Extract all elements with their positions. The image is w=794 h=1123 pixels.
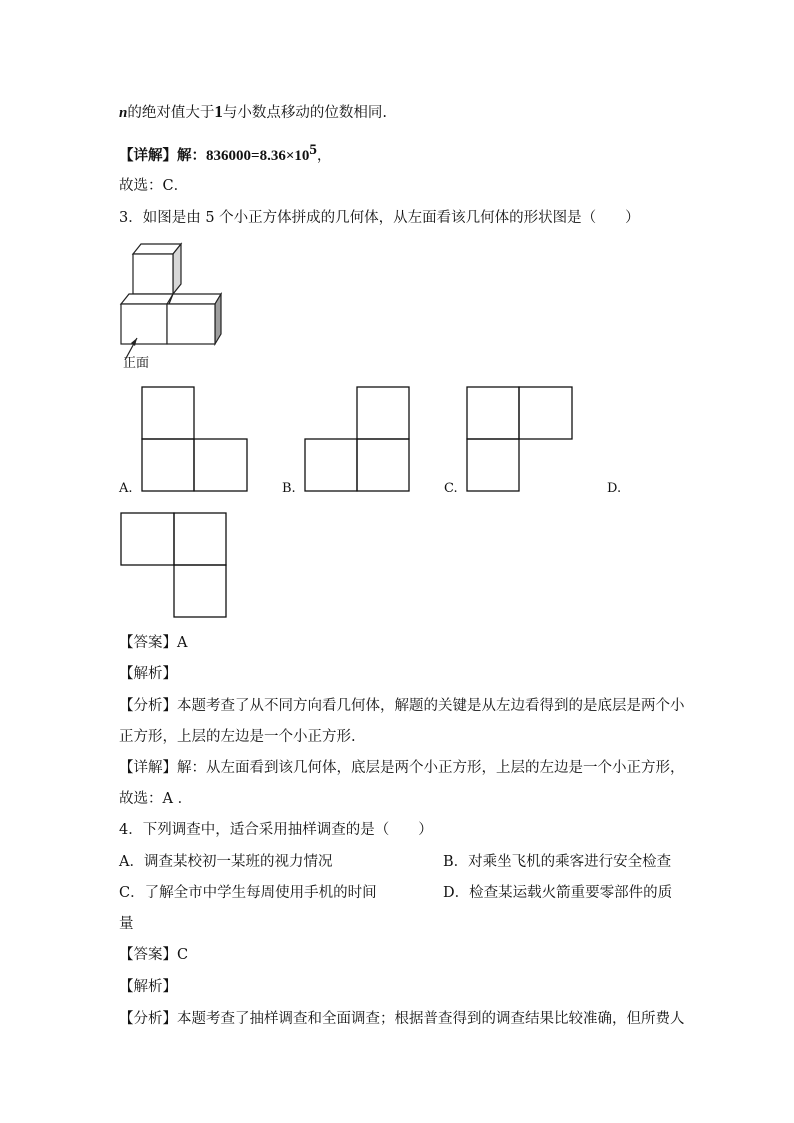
option-a-label: A. [119,481,133,496]
analysis-3-heading: 【解析】 [119,666,177,682]
math-lhs: 836000 [206,148,251,164]
front-label: 正面 [123,356,150,371]
option-b-figure [304,386,412,492]
math-one: 1 [214,102,223,121]
question-4-option-d-cont: 量 [119,916,134,932]
answer-4: 【答案】C [119,947,189,963]
analysis-4-heading: 【解析】 [119,979,177,995]
choice-3: 故选：A ． [119,791,193,807]
detail-3: 【详解】解：从左面看到该几何体，底层是两个小正方形，上层的左边是一个小正方形， [119,760,685,776]
answer-3: 【答案】A [119,635,188,651]
option-a-figure [141,386,249,492]
cube-front-left [121,304,167,344]
line-answer-choice: 故选：C． [119,178,189,194]
option-c-figure [466,386,574,492]
question-4-option-a: A．调查某校初一某班的视力情况 [119,854,333,870]
cube-figure [115,238,235,373]
cube-bottom-top-right [169,294,221,304]
math-variable-n: n [119,105,128,121]
math-rhs: 8.36×10 [259,148,310,164]
question-4-option-c: C．了解全市中学生每周使用手机的时间 [119,885,377,901]
analysis-4-line-1: 【分析】本题考查了抽样调查和全面调查；根据普查得到的调查结果比较准确，但所费人 [119,1011,685,1027]
math-equals: = [251,148,260,164]
text-segment: ， [316,148,332,164]
question-4-option-b: B．对乘坐飞机的乘客进行安全检查 [443,854,672,870]
cube-bottom-top-left [121,294,173,304]
text-segment: 的绝对值大于 [127,105,215,121]
cube-top-front [133,254,173,294]
line-absolute-value-rule [119,102,387,123]
option-d-label: D. [607,481,622,496]
line-detail-scientific-notation [119,140,331,166]
option-d-figure [120,512,228,618]
option-b-label: B. [282,481,296,496]
math-exponent: 5 [309,142,317,158]
analysis-3-line-2: 正方形，上层的左边是一个小正方形. [119,729,356,745]
cube-front-right [167,304,215,344]
question-4: 4．下列调查中，适合采用抽样调查的是（ ） [119,822,433,838]
analysis-3-line-1: 【分析】本题考查了从不同方向看几何体，解题的关键是从左边看得到的是底层是两个小 [119,698,685,714]
question-4-option-d: D．检查某运载火箭重要零部件的质 [443,885,673,901]
option-c-label: C. [444,481,458,496]
text-segment: 与小数点移动的位数相同. [222,105,387,121]
detail-label: 【详解】解： [119,147,206,164]
question-3: 3．如图是由 5 个小正方体拼成的几何体，从左面看该几何体的形状图是（ ） [119,210,640,226]
cube-bottom-side [215,294,221,344]
